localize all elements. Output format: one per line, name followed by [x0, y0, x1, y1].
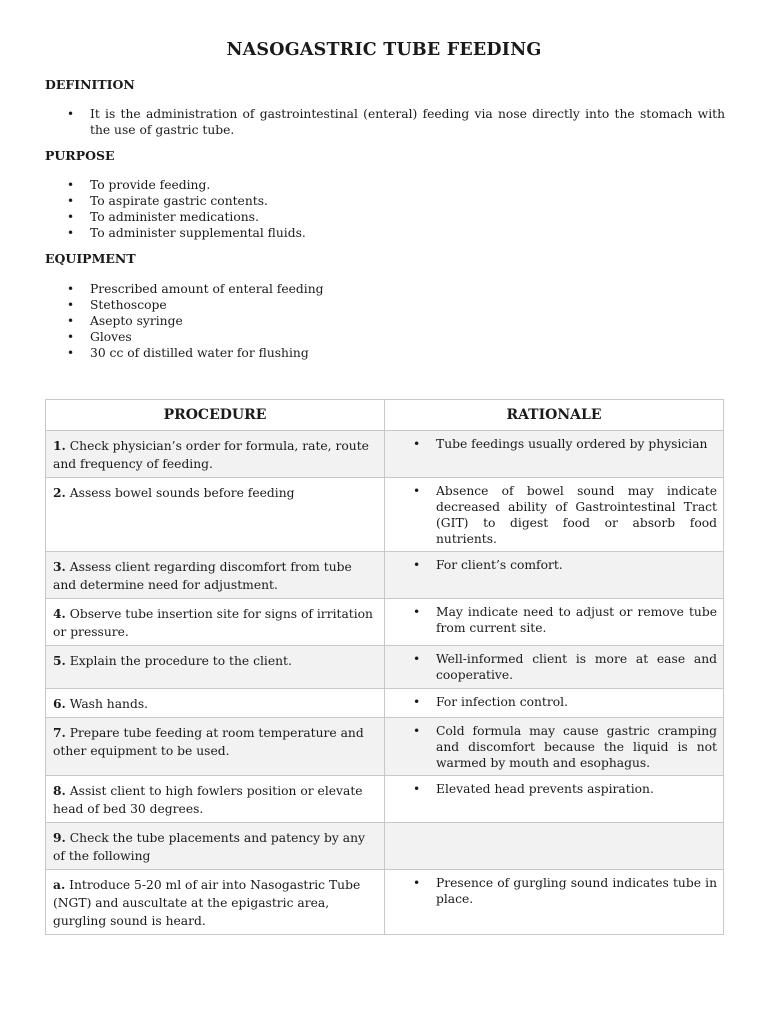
procedure-cell	[46, 718, 385, 776]
procedure-cell	[46, 478, 385, 552]
definition-list	[45, 106, 725, 138]
equipment-item: • Gloves	[45, 329, 725, 345]
rationale-text: • Cold formula may cause gastric cramping and discomfort because the liquid is not warmed by mouth and esophagus.	[385, 723, 717, 771]
procedure-text: Explain the procedure to the client.	[65, 654, 292, 668]
rationale-cell	[385, 431, 724, 478]
table-row	[46, 552, 724, 599]
table-row	[46, 689, 724, 718]
table-row	[46, 870, 724, 935]
rationale-text: • For client’s comfort.	[385, 557, 717, 573]
procedure-text: Check physician’s order for formula, rate, route and frequency of feeding.	[53, 439, 369, 471]
rationale-cell	[385, 870, 724, 935]
procedure-text: Prepare tube feeding at room temperature and other equipment to be used.	[53, 726, 364, 758]
rationale-text: • For infection control.	[385, 694, 717, 710]
procedure-cell	[46, 870, 385, 935]
rationale-cell	[385, 689, 724, 718]
equipment-heading: EQUIPMENT	[45, 251, 136, 266]
purpose-list	[45, 177, 725, 241]
equipment-item: • 30 cc of distilled water for flushing	[45, 345, 725, 361]
procedure-cell	[46, 776, 385, 823]
table-row	[46, 823, 724, 870]
step-number: a.	[53, 877, 66, 892]
procedure-text: Assess client regarding discomfort from tube and determine need for adjustment.	[53, 560, 352, 592]
equipment-item: • Stethoscope	[45, 297, 725, 313]
rationale-cell	[385, 776, 724, 823]
procedure-cell	[46, 599, 385, 646]
purpose-heading: PURPOSE	[45, 148, 115, 163]
table-row	[46, 718, 724, 776]
procedure-cell	[46, 552, 385, 599]
step-number: 8.	[53, 783, 66, 798]
step-number: 4.	[53, 606, 66, 621]
procedure-text: Introduce 5-20 ml of air into Nasogastric Tube (NGT) and auscultate at the epigastric area, gurgling sound is heard.	[53, 878, 361, 928]
step-number: 2.	[53, 485, 66, 500]
rationale-cell	[385, 718, 724, 776]
step-number: 1.	[53, 438, 66, 453]
step-number: 9.	[53, 830, 66, 845]
procedure-text: Check the tube placements and patency by any of the following	[53, 831, 365, 863]
rationale-cell	[385, 478, 724, 552]
table-row	[46, 599, 724, 646]
procedure-cell	[46, 689, 385, 718]
purpose-item: • To administer supplemental fluids.	[45, 225, 725, 241]
definition-heading: DEFINITION	[45, 77, 135, 92]
table-row	[46, 776, 724, 823]
procedure-text: Assist client to high fowlers position or elevate head of bed 30 degrees.	[53, 784, 363, 816]
procedure-text: Observe tube insertion site for signs of irritation or pressure.	[53, 607, 373, 639]
equipment-item: • Asepto syringe	[45, 313, 725, 329]
rationale-cell	[385, 599, 724, 646]
purpose-item: • To aspirate gastric contents.	[45, 193, 725, 209]
rationale-cell	[385, 646, 724, 689]
step-number: 7.	[53, 725, 66, 740]
rationale-text: • Absence of bowel sound may indicate decreased ability of Gastrointestinal Tract (GIT) to digest food or absorb food nutrients.	[385, 483, 717, 547]
rationale-column-header: RATIONALE	[385, 400, 724, 431]
procedure-text: Wash hands.	[65, 697, 149, 711]
purpose-item: • To provide feeding.	[45, 177, 725, 193]
table-row	[46, 646, 724, 689]
rationale-text: • Elevated head prevents aspiration.	[385, 781, 717, 797]
procedure-cell	[46, 823, 385, 870]
rationale-text: • Presence of gurgling sound indicates tube in place.	[385, 875, 717, 907]
rationale-cell	[385, 552, 724, 599]
step-number: 6.	[53, 696, 66, 711]
rationale-cell-empty	[385, 823, 724, 870]
table-row	[46, 431, 724, 478]
rationale-text: • Well-informed client is more at ease and cooperative.	[385, 651, 717, 683]
procedure-cell	[46, 646, 385, 689]
equipment-item: • Prescribed amount of enteral feeding	[45, 281, 725, 297]
procedure-cell	[46, 431, 385, 478]
step-number: 5.	[53, 653, 66, 668]
equipment-list	[45, 281, 725, 361]
rationale-text: • Tube feedings usually ordered by physician	[385, 436, 717, 452]
table-row	[46, 478, 724, 552]
procedure-table	[45, 399, 724, 935]
table-header-row	[46, 400, 724, 431]
procedure-column-header: PROCEDURE	[46, 400, 385, 431]
procedure-text: Assess bowel sounds before feeding	[65, 486, 295, 500]
rationale-text: • May indicate need to adjust or remove tube from current site.	[385, 604, 717, 636]
definition-item: • It is the administration of gastrointestinal (enteral) feeding via nose directly into the stomach with the use of gastric tube.	[45, 106, 725, 138]
document-title: NASOGASTRIC TUBE FEEDING	[226, 40, 542, 60]
step-number: 3.	[53, 559, 66, 574]
purpose-item: • To administer medications.	[45, 209, 725, 225]
